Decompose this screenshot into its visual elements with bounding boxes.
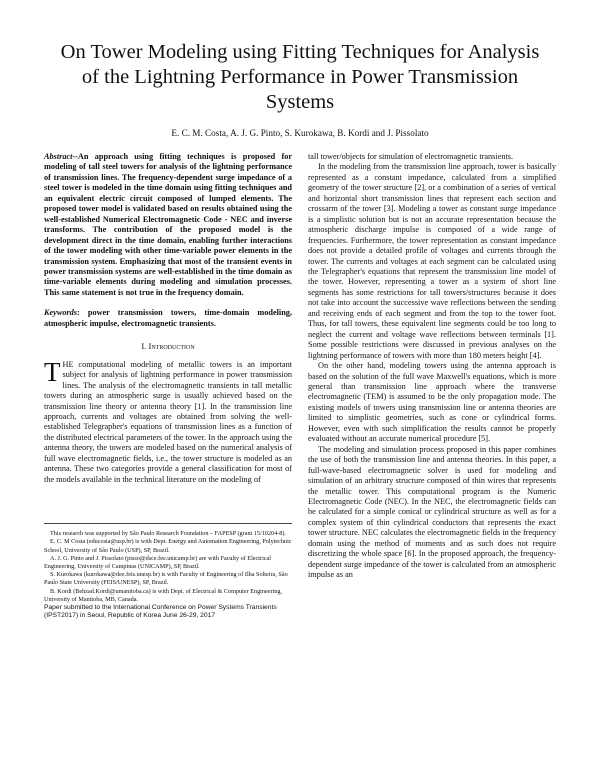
left-column	[44, 152, 292, 621]
footnote-funding: This research was supported by São Paulo Research Foundation – FAPESP (grant 15/10204-8).	[50, 530, 286, 538]
footnote-author-kordi: B. Kordi (Behzad.Kordi@umanitoba.ca) is with Dept. of Electrical & Computer Engineering, University of Manitoba, MB, Canada.	[44, 587, 282, 603]
intro-paragraph-1	[44, 356, 292, 485]
section-number: I.	[141, 341, 147, 352]
two-column-body	[44, 152, 556, 621]
keywords	[44, 308, 292, 329]
intro-paragraph-3: On the other hand, modeling towers using the antenna approach is based on the solution of the full wave Maxwell's equations, which is more general than transmission line approach where the transverse electromagnetic (TEM) is assumed to be the only propagation mode. The existing models of towers using transmission line or antenna theories are limited to simplistic geometries, such as cone or cylindrical forms. However, even with such simplification the results cannot be properly evaluated without an accurate numerical procedure [5].	[308, 361, 556, 444]
footnote-author-kurokawa: S. Kurokawa (kurokawa@dee.feis.unesp.br) is with Faculty of Engineering of Ilha Solteira, São Paulo State University (FEIS/UNESP), SP, Brazil.	[44, 571, 288, 587]
keywords-lead: Keywords	[44, 308, 77, 318]
section-title: Introduction	[148, 341, 195, 352]
footnotes	[44, 523, 292, 621]
keywords-text: : power transmission towers, time-domain modeling, atmospheric impulse, electromagnetic transients.	[44, 308, 292, 328]
intro-paragraph-1-text: HE computational modeling of metallic towers is an important subject for analysis of lightning performance in power transmission lines. The analysis of the electromagnetic transients in tall metallic towers during an atmospheric surge is usually achieved based on the transmission line theory or antenna theory [1]. In the transmission line approach, currents and voltages are obtained from solving the well-established Telegrapher's equations of transmission lines as a function of the distributed electrical parameters of the tower. In the approach using the antenna theory, the towers are modeled based on the numerical analysis of full wave electromagnetic fields, i.e., the tower structure is modeled as an antenna. These two categories provide a general classification for most of the models available in the technical literature on the modeling of	[44, 359, 292, 484]
footnote-author-pinto-pissolato: A. J. G. Pinto and J. Pissolato (pisso@dsce.fee.unicamp.br) are with Faculty of Electrical Engineering, University of Campinas (UNICAMP), SP, Brazil.	[44, 554, 272, 570]
intro-paragraph-4: The modeling and simulation process proposed in this paper combines the use of both the transmission line and antenna theories. In this paper, a full-wave-based electromagnetic solver is used for modeling and simulation of an arbitrary structure composed of thin wires that represents the metallic tower. This computational program is the Numeric Electromagnetic Code (NEC). In the NEC, the electromagnetic fields can be calculated for a simple conical or cylindrical structure as well as for a complex system of thin cylindrical conductors that represents the exact tower structure. NEC calculates the electromagnetic fields in the frequency domain using the method of moments and as such does not require discretizing the whole space [6]. In the proposed approach, the frequency-dependent surge impedance of the tower is calculated from an atmospheric impulse as an	[308, 444, 556, 580]
intro-paragraph-2: In the modeling from the transmission line approach, tower is basically represented as a constant impedance, calculated from a simplified geometry of the tower structure [2], or a combination of a series of vertical and horizontal short transmission lines that represent each section and crossarm of the tower [3]. Modeling a tower as constant surge impedance is a simplistic solution but is not an accurate representation because the atmospheric discharge impulse is composed of a wide range of frequencies. Furthermore, the tower representation as constant impedance does not provide a detailed profile of voltages and currents through the tower. The currents and voltages at each segment can be calculated using the Telegrapher's equations that represent the transmission line model of the tower. However, representing a tower as a system of short line segments has some restrictions for tall towers/structures because it does not take into account the successive wave reflections between the sending and receiving ends of each segment and from the top to the tower foot. Thus, for tall towers, these equivalent line segments could be too long to neglect the current and voltage wave reflections between terminals [1]. Some possible restrictions were discussed in previous analyses on the lightning performance of towers with more than 180 meters height [4].	[308, 162, 556, 360]
section-heading-introduction	[44, 341, 292, 351]
footnote-author-costa: E. C. M Costa (educosta@usp.br) is with Dept. Energy and Automation Engineering, Polytechnic School, University of São Paulo (USP), SP, Brazil.	[44, 538, 292, 554]
abstract-lead: Abstract	[44, 152, 73, 161]
paper-title: On Tower Modeling using Fitting Techniques for Analysis of the Lightning Performance in Power Transmission Systems	[60, 41, 540, 113]
right-column	[308, 152, 556, 621]
intro-paragraph-1-continued: tall tower/objects for simulation of electromagnetic transients.	[308, 152, 514, 161]
drop-cap: T	[44, 356, 61, 387]
conference-note: Paper submitted to the International Conference on Power Systems Transients (IPST2017) in Seoul, Republic of Korea June 26-29, 2017	[44, 603, 277, 620]
abstract	[44, 152, 292, 298]
abstract-text: --An approach using fitting techniques is proposed for modeling of tall steel towers for analysis of the lightning performance of transmission lines. The frequency-dependent surge impedance of a steel tower is modeled in the time domain using fitting techniques and an equivalent electric circuit composed of lumped elements. The proposed tower model is validated based on results obtained using the well-established Numerical Electromagnetic Code - NEC and inverse transforms. The contribution of the proposed model is the development direct in the time domain, enabling further interactions of the tower modeling with other time-variable power elements in the transmission system. Emphasizing that most of the transient events in power transmission systems are well-established in the time domain as time-variable elements during modeling and simulation processes. This same statement is not true in the frequency domain.	[44, 152, 292, 297]
author-list: E. C. M. Costa, A. J. G. Pinto, S. Kurokawa, B. Kordi and J. Pissolato	[171, 128, 429, 138]
